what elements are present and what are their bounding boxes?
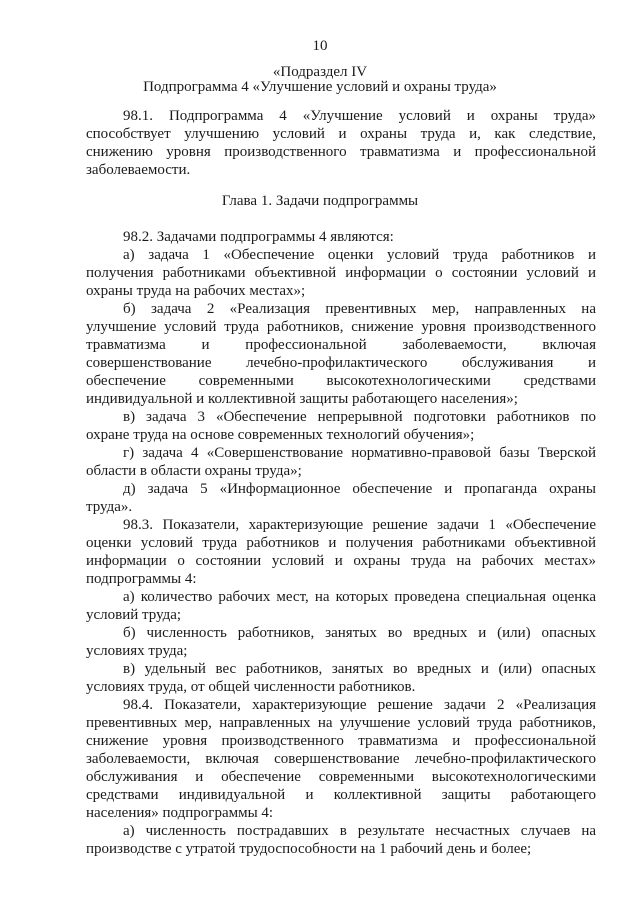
text-line: подпрограммы 4:	[86, 571, 197, 587]
text-line: области в области охраны труда»;	[86, 463, 302, 479]
text-line: получения работниками объективной информации о состоянии условий и	[86, 265, 596, 281]
text-line: 98.3. Показатели, характеризующие решение задачи 1 «Обеспечение	[123, 517, 596, 533]
text-line: условий труда;	[86, 607, 182, 623]
text-line: а) численность пострадавших в результате несчастных случаев на	[123, 823, 596, 839]
text-line: труда».	[86, 499, 133, 515]
text-line: условиях труда;	[86, 643, 188, 659]
text-line: способствует улучшению условий и охраны труда и, как следствие,	[86, 126, 596, 142]
text-line: снижение уровня производственного травматизма и профессиональной	[86, 733, 596, 749]
text-line: заболеваемости.	[86, 162, 191, 178]
subprogram-title: Подпрограмма 4 «Улучшение условий и охраны труда»	[143, 79, 497, 95]
text-line: снижению уровня производственного травматизма и профессиональной	[86, 144, 596, 160]
text-line: 98.4. Показатели, характеризующие решение задачи 2 «Реализация	[123, 697, 596, 713]
text-line: в) задача 3 «Обеспечение непрерывной подготовки работников по	[123, 409, 596, 425]
page-number: 10	[312, 38, 328, 54]
text-line: населения» подпрограммы 4:	[86, 805, 274, 821]
text-line: 98.2. Задачами подпрограммы 4 являются:	[123, 229, 394, 245]
chapter-title: Глава 1. Задачи подпрограммы	[221, 193, 419, 209]
text-line: а) задача 1 «Обеспечение оценки условий труда работников и	[123, 247, 596, 263]
text-line: превентивных мер, направленных на улучшение условий труда работников,	[86, 715, 596, 731]
text-line: 98.1. Подпрограмма 4 «Улучшение условий и охраны труда»	[123, 108, 596, 124]
text-line: производстве с утратой трудоспособности на 1 рабочий день и более;	[86, 841, 532, 857]
text-line: охране труда на основе современных технологий обучения»;	[86, 427, 475, 443]
text-line: обеспечение современными высокотехнологическими средствами	[86, 373, 596, 389]
text-line: условиях труда, от общей численности работников.	[86, 679, 416, 695]
text-line: травматизма и профессиональной заболеваемости, включая	[86, 337, 596, 353]
paragraph-98-1	[86, 107, 596, 179]
text-line: охраны труда на рабочих местах»;	[86, 283, 306, 299]
text-line: индивидуальной и коллективной защиты работающего населения»;	[86, 391, 518, 407]
paragraph-98-2-to-98-4	[86, 228, 596, 858]
text-line: средствами индивидуальной и коллективной защиты работающего	[86, 787, 596, 803]
text-line: д) задача 5 «Информационное обеспечение и пропаганда охраны	[123, 481, 596, 497]
text-line: информации о состоянии условий и охраны труда на рабочих местах»	[86, 553, 596, 569]
text-line: обслуживания и обеспечение современными высокотехнологическими	[86, 769, 596, 785]
text-line: в) удельный вес работников, занятых во вредных и (или) опасных	[123, 661, 596, 677]
text-line: улучшение условий труда работников, снижение уровня производственного	[86, 319, 596, 335]
text-line: г) задача 4 «Совершенствование нормативно-правовой базы Тверской	[123, 445, 596, 461]
text-line: б) задача 2 «Реализация превентивных мер, направленных на	[123, 301, 596, 317]
text-line: оценки условий труда работников и получения работниками объективной	[86, 535, 596, 551]
section-title: «Подраздел IV	[272, 64, 368, 80]
text-line: а) количество рабочих мест, на которых проведена специальная оценка	[123, 589, 596, 605]
text-line: б) численность работников, занятых во вредных и (или) опасных	[123, 625, 596, 641]
text-line: совершенствование лечебно-профилактического обслуживания и	[86, 355, 596, 371]
text-line: заболеваемости, включая совершенствование лечебно-профилактического	[86, 751, 596, 767]
